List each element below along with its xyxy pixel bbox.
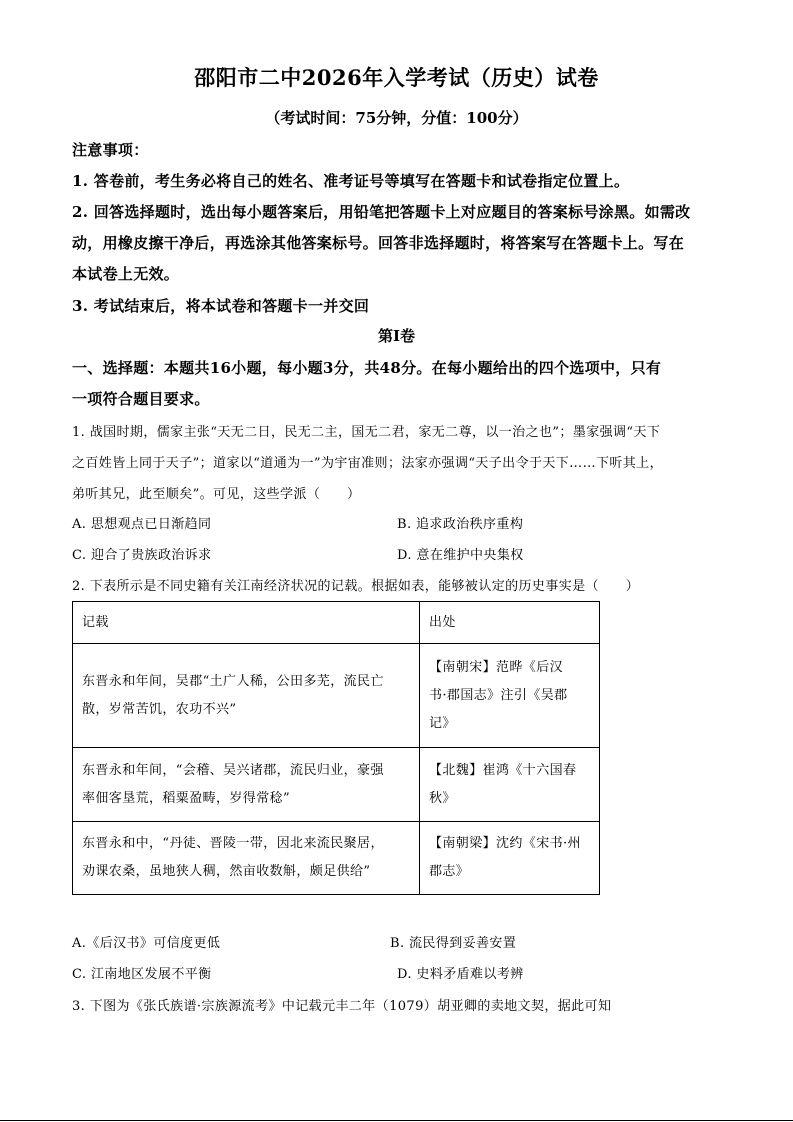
- record-line: 东晋永和年间，吴郡“土广人稀，公田多芜，流民亡: [82, 673, 384, 689]
- source-cell: [420, 748, 600, 822]
- section-title: 第Ⅰ卷: [377, 327, 416, 345]
- q2-option-b[interactable]: B. 流民得到妥善安置: [390, 936, 517, 951]
- notice-item-2-line-1: 2. 回答选择题时，选出每小题答案后，用铅笔把答题卡上对应题目的答案标号涂黑。如需改: [72, 203, 691, 221]
- source-cell: [420, 822, 600, 895]
- q2-option-c[interactable]: C. 江南地区发展不平衡: [72, 967, 212, 982]
- q2-record-table: [72, 601, 600, 895]
- exam-info: （考试时间：75分钟，分值：100分）: [265, 109, 528, 127]
- table-row: [73, 644, 600, 748]
- q1-stem-line-2: 之百姓皆上同于天子”；道家以“道通为一”为宇宙准则；法家亦强调“天子出令于天下……下听其上，: [72, 456, 663, 471]
- table-header-source: 出处: [420, 602, 600, 644]
- q1-stem-line-3: 弟听其兄，此至顺矣”。可见，这些学派（ ）: [72, 487, 361, 502]
- record-line: 东晋永和年间，“会稽、吴兴诸郡，流民归业，豪强: [82, 762, 384, 778]
- q1-option-d[interactable]: D. 意在维护中央集权: [397, 548, 524, 563]
- q1-option-c[interactable]: C. 迎合了贵族政治诉求: [72, 548, 212, 563]
- q2-stem: 2. 下表所示是不同史籍有关江南经济状况的记载。根据如表，能够被认定的历史事实是（ ）: [72, 579, 640, 594]
- table-header-record: 记载: [73, 602, 420, 644]
- notice-heading: 注意事项：: [72, 141, 149, 159]
- record-line: 散，岁常苦饥，农功不兴”: [82, 701, 237, 717]
- table-row: [73, 748, 600, 822]
- record-cell: [73, 822, 420, 895]
- source-cell: [420, 644, 600, 748]
- record-line: 劝课农桑，虽地狭人稠，然亩收数斛，颇足供给”: [82, 864, 371, 879]
- source-line: 郡志》: [429, 864, 470, 879]
- record-line: 东晋永和中，“丹徒、晋陵一带，因北来流民聚居，: [82, 836, 384, 851]
- q2-option-d[interactable]: D. 史料矛盾难以考辨: [397, 967, 524, 982]
- q3-stem: 3. 下图为《张氏族谱·宗族源流考》中记载元丰二年（1079）胡亚卿的卖地文契，据此可知: [72, 999, 612, 1014]
- record-line: 率佃客垦荒，稻粟盈畴，岁得常稔”: [82, 790, 291, 806]
- notice-item-2-line-3: 本试卷上无效。: [72, 265, 180, 283]
- page-bottom-divider: [0, 1120, 793, 1121]
- page-title: 邵阳市二中2026年入学考试（历史）试卷: [194, 65, 599, 90]
- source-line: 【南朝宋】范晔《后汉: [429, 659, 564, 675]
- source-line: 【南朝梁】沈约《宋书·州: [429, 836, 581, 851]
- q1-option-a[interactable]: A. 思想观点已日渐趋同: [72, 517, 212, 532]
- q1-stem-line-1: 1. 战国时期，儒家主张“天无二日，民无二主，国无二君，家无二尊，以一治之也”；墨家强调“天下: [72, 425, 661, 440]
- notice-item-1: 1. 答卷前，考生务必将自己的姓名、准考证号等填写在答题卡和试卷指定位置上。: [72, 172, 630, 190]
- q2-option-a[interactable]: A.《后汉书》可信度更低: [72, 936, 221, 951]
- q1-option-b[interactable]: B. 追求政治秩序重构: [397, 517, 524, 532]
- source-line: 【北魏】崔鸿《十六国春: [429, 762, 577, 778]
- table-row: [73, 822, 600, 895]
- part1-instructions-line-1: 一、选择题：本题共16小题，每小题3分，共48分。在每小题给出的四个选项中，只有: [72, 359, 662, 377]
- notice-item-3: 3. 考试结束后，将本试卷和答题卡一并交回: [72, 297, 370, 315]
- source-line: 记》: [429, 715, 456, 731]
- source-line: 书·郡国志》注引《吴郡: [429, 687, 568, 703]
- source-line: 秋》: [429, 790, 456, 806]
- table-header-row: [73, 602, 600, 644]
- record-cell: [73, 644, 420, 748]
- part1-instructions-line-2: 一项符合题目要求。: [72, 390, 210, 408]
- record-cell: [73, 748, 420, 822]
- notice-item-2-line-2: 动，用橡皮擦干净后，再选涂其他答案标号。回答非选择题时，将答案写在答题卡上。写在: [72, 234, 685, 252]
